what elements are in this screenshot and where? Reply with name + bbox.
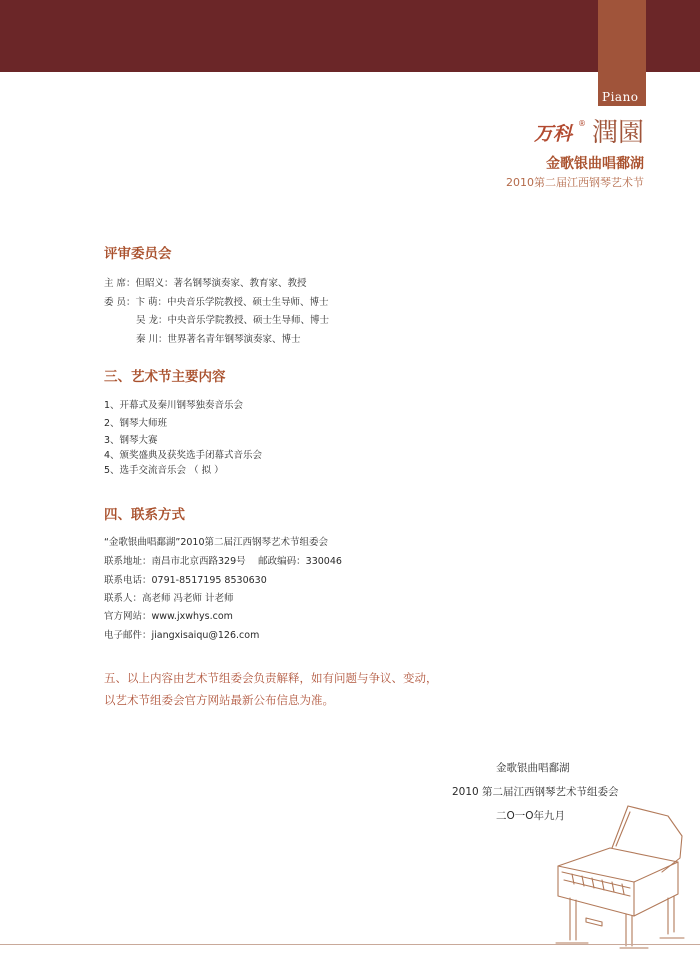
signature-date: 二O一O年九月	[496, 810, 566, 822]
contact-line: 联系电话：0791-8517195 8530630	[104, 575, 267, 586]
grand-piano-icon	[550, 800, 690, 950]
contact-website: 官方网站：www.jxwhys.com	[104, 611, 233, 622]
committee-heading: 评审委员会	[104, 246, 172, 262]
contact-line: 联系地址：南昌市北京西路329号 邮政编码：330046	[104, 556, 342, 567]
vanke-logo	[534, 112, 644, 146]
content-item: 3、钢琴大赛	[104, 435, 158, 446]
logo-brand-text: 万科	[533, 123, 572, 145]
logo-script-text: 潤園	[591, 118, 644, 148]
festival-title: 金歌银曲唱鄱湖	[546, 156, 644, 172]
committee-line: 主 席：但昭义：著名钢琴演奏家、教育家、教授	[104, 278, 307, 289]
contact-email: 电子邮件：jiangxisaiqu@126.com	[104, 630, 260, 641]
signature-committee: 2010 第二届江西钢琴艺术节组委会	[452, 786, 619, 798]
registered-mark: ®	[577, 119, 586, 128]
content-item: 5、选手交流音乐会 （ 拟 ）	[104, 465, 224, 476]
committee-line: 秦 川：世界著名青年钢琴演奏家、博士	[136, 334, 301, 345]
piano-tab-label: Piano	[602, 90, 639, 104]
notice-line: 五、以上内容由艺术节组委会负责解释，如有问题与争议、变动，	[104, 671, 438, 685]
content-heading: 三、艺术节主要内容	[104, 369, 226, 385]
content-item: 2、钢琴大师班	[104, 418, 168, 429]
committee-line: 吴 龙：中央音乐学院教授、硕士生导师、博士	[136, 315, 330, 326]
festival-subtitle: 2010第二届江西钢琴艺术节	[506, 176, 644, 189]
bottom-divider	[0, 944, 700, 945]
top-banner	[0, 0, 700, 72]
committee-line: 委 员：卞 萌：中央音乐学院教授、硕士生导师、博士	[104, 297, 329, 308]
notice-line: 以艺术节组委会官方网站最新公布信息为准。	[104, 693, 334, 707]
signature-name: 金歌银曲唱鄱湖	[496, 762, 570, 774]
contact-heading: 四、联系方式	[104, 507, 185, 523]
content-item: 4、颁奖盛典及获奖选手闭幕式音乐会	[104, 450, 263, 461]
contact-line: 联系人：高老师 冯老师 计老师	[104, 593, 234, 604]
content-item: 1、开幕式及秦川钢琴独奏音乐会	[104, 400, 244, 411]
contact-line: “金歌银曲唱鄱湖”2010第二届江西钢琴艺术节组委会	[104, 537, 329, 548]
